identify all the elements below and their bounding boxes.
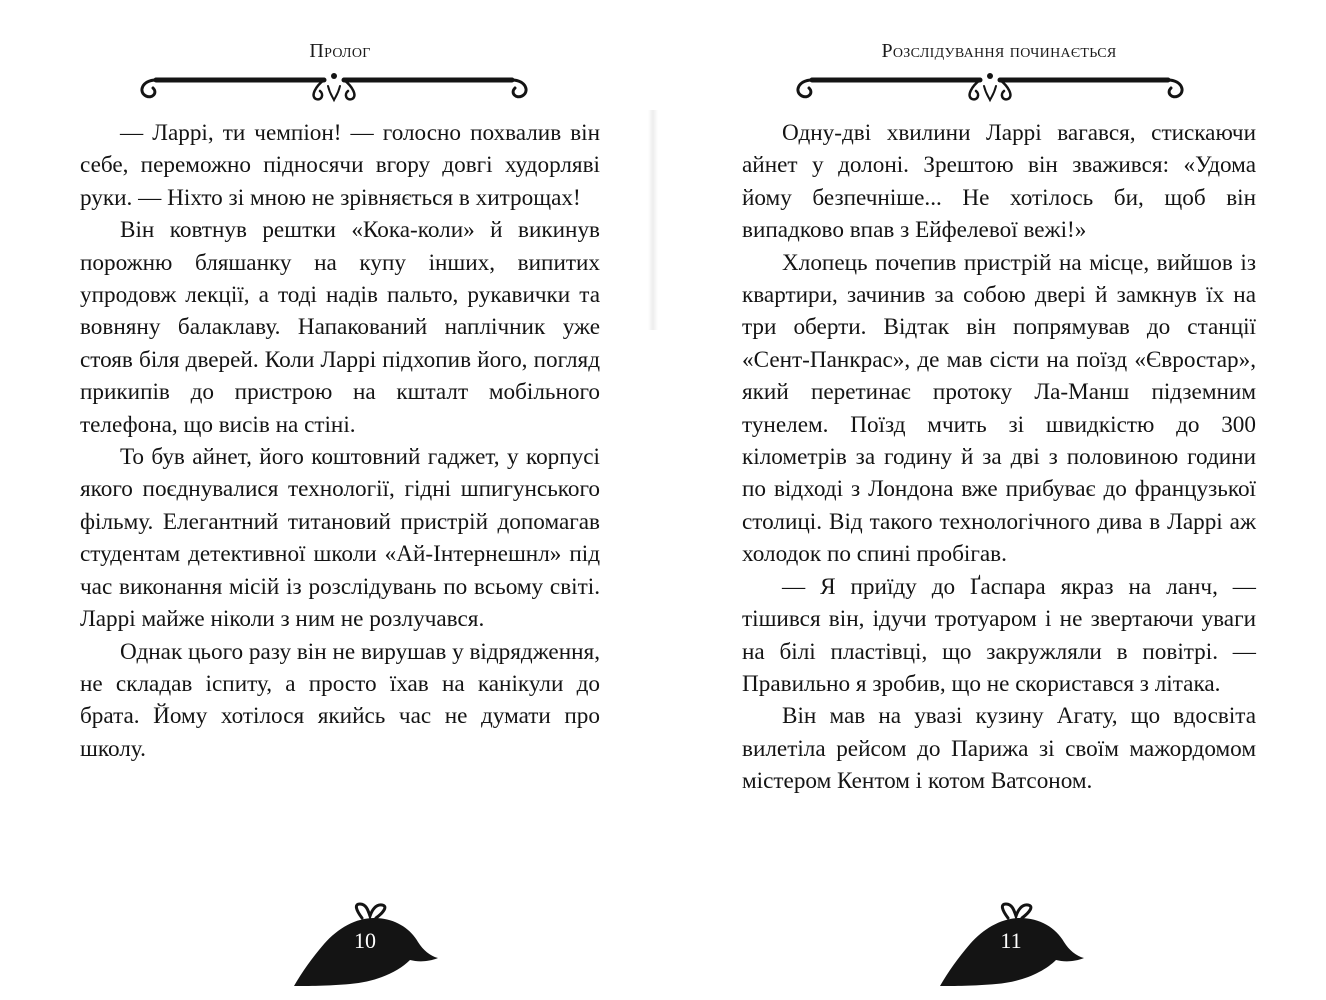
- scroll-ornament-icon: [134, 66, 534, 106]
- right-page-number: 11: [1000, 928, 1022, 953]
- left-page: [80, 0, 600, 1000]
- left-folio: [290, 900, 440, 990]
- paragraph: Хлопець почепив пристрій на місце, вийшов із квартири, зачинив за собою двері й замкнув їх на три оберти. Відтак він попрямував до станції «Сент-Панкрас», де мав сісти на поїзд «Євростар», який перетинає протоку Ла-Манш підземним тунелем. Поїзд мчить зі швидкістю до 300 кілометрів за годину й за дві з половиною години по відході з Лондона вже прибуває до французької столиці. Від такого технологічного дива в Ларрі аж холодок по спині пробігав.: [742, 249, 1256, 568]
- paragraph: Одну-дві хвилини Ларрі вагався, стискаючи айнет у долоні. Зрештою він зважився: «Удома йому безпечніше... Не хотілось би, щоб він випадково впав з Ейфелевої вежі!»: [742, 120, 1256, 244]
- right-running-head: Розслідування починається: [881, 40, 1117, 62]
- left-page-number: 10: [354, 928, 376, 953]
- paragraph: Однак цього разу він не вирушав у відрядження, не складав іспиту, а просто їхав на канікули до брата. Йому хотілося якийсь час не думати про школу.: [80, 638, 600, 762]
- left-running-head: Пролог: [309, 40, 371, 62]
- paragraph: — Ларрі, ти чемпіон! — голосно похвалив він себе, переможно підносячи вгору довгі худорляві руки. — Ніхто зі мною не зрівняється в хитрощах!: [80, 120, 600, 211]
- scroll-ornament-icon: [790, 66, 1190, 106]
- left-body-text: [80, 117, 600, 765]
- paragraph: То був айнет, його коштовний гаджет, у корпусі якого поєднувалися технології, гідні шпигунського фільму. Елегантний титановий пристрій допомагав студентам детективної школи «Ай-Інтернешнл» під час виконання місій із розслідувань по всьому світі. Ларрі майже ніколи з ним не розлучався.: [80, 444, 600, 633]
- paragraph: Він ковтнув рештки «Кока-коли» й викинув порожню бляшанку на купу інших, випитих упродовж лекції, а тоді надів пальто, рукавички та вовняну балаклаву. Напакований наплічник уже стояв біля дверей. Коли Ларрі підхопив його, погляд прикипів до пристрою на кшталт мобільного телефона, що висів на стіні.: [80, 217, 600, 438]
- right-page: [742, 0, 1256, 1000]
- page-fold-shadow: [648, 110, 658, 330]
- right-body-text: [742, 117, 1256, 798]
- paragraph: — Я приїду до Ґаспара якраз на ланч, — тішився він, ідучи тротуаром і не звертаючи уваги на білі пластівці, що закружляли в повітрі. — Правильно я зробив, що не скористався з літака.: [742, 573, 1256, 697]
- right-folio: [936, 900, 1086, 990]
- paragraph: Він мав на увазі кузину Агату, що вдосвіта вилетіла рейсом до Парижа зі своїм мажордомом містером Кентом і котом Ватсоном.: [742, 703, 1256, 795]
